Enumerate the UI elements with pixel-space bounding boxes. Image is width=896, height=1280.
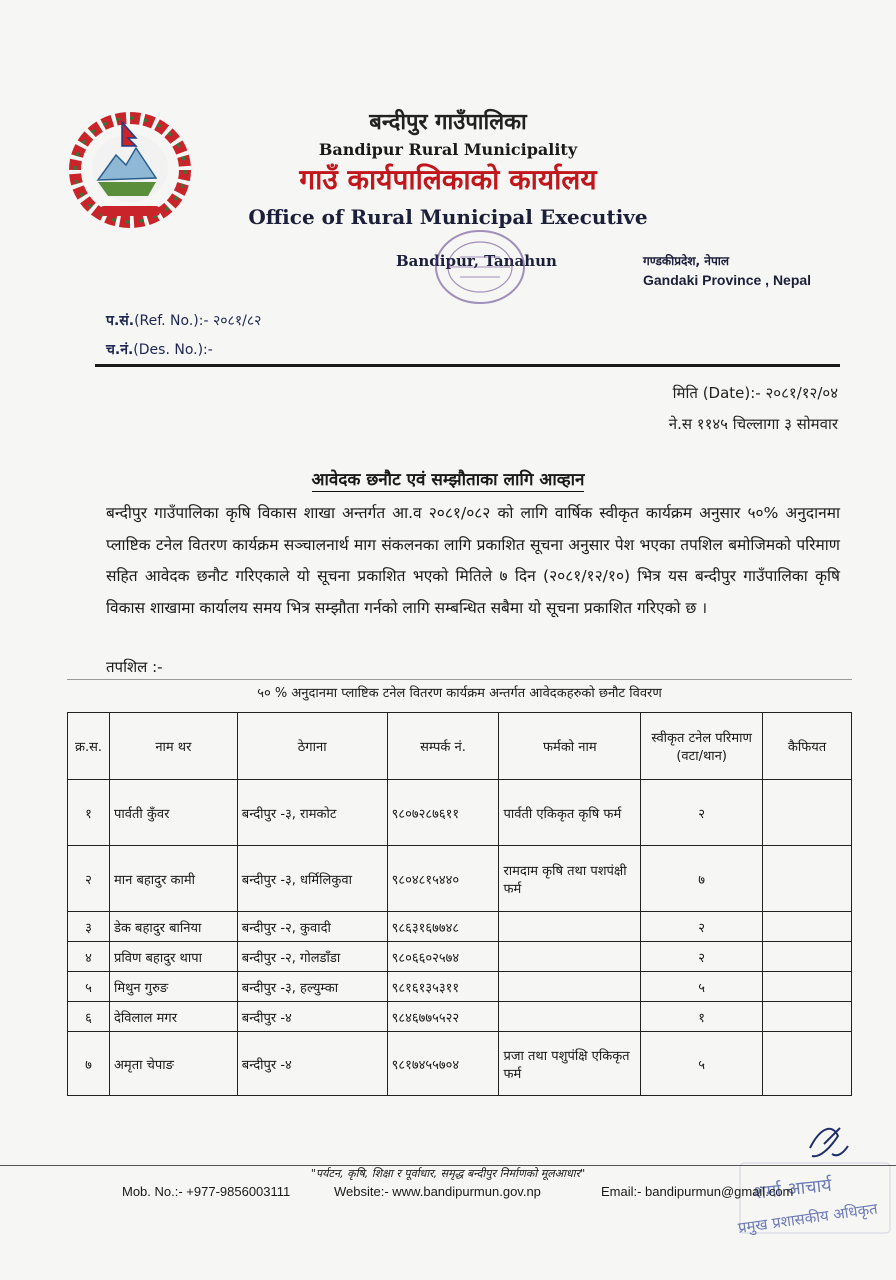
stamp-title: प्रमुख प्रशासकीय अधिकृत (736, 1199, 879, 1237)
cell-sn: ७ (68, 1032, 110, 1096)
table-row (68, 1032, 852, 1096)
ref-label: प.सं. (106, 313, 135, 329)
office-name-np: गाउँ कार्यपालिकाको कार्यालय (299, 163, 597, 196)
cell-quantity: ५ (641, 1032, 763, 1096)
notice-subject-text: आवेदक छनौट एवं सम्झौताका लागि आव्हान (311, 470, 585, 490)
cell-remarks (763, 972, 852, 1002)
cell-farm: रामदाम कृषि तथा पशपंक्षी फर्म (499, 846, 641, 912)
des-label-en: (Des. No.):- (133, 342, 213, 358)
cell-contact: ९८६३१६७७४८ (387, 912, 499, 942)
cell-address: बन्दीपुर -४ (237, 1032, 387, 1096)
province-np: गण्डकीप्रदेश, नेपाल (643, 254, 730, 268)
table-row (68, 846, 852, 912)
cell-address: बन्दीपुर -३, धर्मिलिकुवा (237, 846, 387, 912)
details-label: तपशिल :- (106, 658, 163, 676)
cell-quantity: ५ (641, 972, 763, 1002)
cell-name: मिथुन गुरुङ (109, 972, 237, 1002)
municipality-name-np: बन्दीपुर गाउँपालिका (369, 110, 527, 135)
cell-farm (499, 1002, 641, 1032)
cell-name: देविलाल मगर (109, 1002, 237, 1032)
cell-sn: ३ (68, 912, 110, 942)
cell-remarks (763, 942, 852, 972)
footer-motto: "पर्यटन, कृषि, शिक्षा र पूर्वाधार, समृद्ध बन्दीपुर निर्माणको मूलआधार" (310, 1167, 586, 1180)
header-farm: फर्मको नाम (499, 713, 641, 780)
table-header-row (68, 713, 852, 780)
cell-address: बन्दीपुर -३, रामकोट (237, 780, 387, 846)
cell-remarks (763, 1002, 852, 1032)
footer-mobile: Mob. No.:- +977-9856003111 (122, 1184, 291, 1199)
office-seal-stamp (430, 225, 530, 310)
ref-number (106, 311, 261, 330)
ref-value: २०८१/८२ (212, 313, 262, 329)
signature-stamp (720, 1118, 896, 1248)
cell-contact: ९८०७२८७६११ (387, 780, 499, 846)
table-row (68, 1002, 852, 1032)
cell-address: बन्दीपुर -२, कुवादी (237, 912, 387, 942)
footer-website: Website:- www.bandipurmun.gov.np (334, 1184, 541, 1199)
cell-remarks (763, 912, 852, 942)
cell-sn: ४ (68, 942, 110, 972)
header-name: नाम थर (109, 713, 237, 780)
office-address: Bandipur, Tanahun (396, 252, 557, 270)
cell-name: पार्वती कुँवर (109, 780, 237, 846)
cell-quantity: २ (641, 780, 763, 846)
cell-quantity: १ (641, 1002, 763, 1032)
cell-contact: ९८१७४५५७०४ (387, 1032, 499, 1096)
cell-sn: ५ (68, 972, 110, 1002)
cell-contact: ९८१६१३५३११ (387, 972, 499, 1002)
cell-quantity: ७ (641, 846, 763, 912)
footer-email: Email:- bandipurmun@gmail.com (601, 1184, 794, 1199)
table-caption: ५० % अनुदानमा प्लाष्टिक टनेल वितरण कार्यक्रम अन्तर्गत आवेदकहरुको छनौट विवरण (257, 686, 662, 701)
province-en: Gandaki Province , Nepal (643, 272, 812, 288)
table-row (68, 942, 852, 972)
notice-body: बन्दीपुर गाउँपालिका कृषि विकास शाखा अन्तर्गत आ.व २०८१/०८२ को लागि वार्षिक स्वीकृत कार्यक्रम अनुसार ५०% अनुदानमा प्लाष्टिक टनेल वितरण कार्यक्रम सञ्चालनार्थ माग संकलनका लागि प्रकाशित सूचना अनुसार पेश भएका तपशिल बमोजिमको परिमाण सहित आवेदक छनौट गरिएकाले यो सूचना प्रकाशित भएको मितिले ७ दिन (२०८१/१२/१०) भित्र यस बन्दीपुर गाउँपालिका कृषि विकास शाखामा कार्यालय समय भित्र सम्झौता गर्नको लागि सम्बन्धित सबैमा यो सूचना प्रकाशित गरिएको छ । (106, 504, 840, 617)
cell-farm (499, 912, 641, 942)
nepal-sambat-date: ने.स ११४५ चिल्लागा ३ सोमवार (668, 415, 838, 433)
header-sn: क्र.स. (68, 713, 110, 780)
cell-farm (499, 942, 641, 972)
des-number (106, 340, 213, 359)
cell-remarks (763, 780, 852, 846)
cell-sn: २ (68, 846, 110, 912)
header-divider (95, 364, 840, 367)
cell-farm: पार्वती एकिकृत कृषि फर्म (499, 780, 641, 846)
cell-address: बन्दीपुर -३, हल्युम्का (237, 972, 387, 1002)
header-contact: सम्पर्क नं. (387, 713, 499, 780)
header-remarks: कैफियत (763, 713, 852, 780)
header-quantity: स्वीकृत टनेल परिमाण (वटा/थान) (641, 713, 763, 780)
cell-farm (499, 972, 641, 1002)
cell-address: बन्दीपुर -४ (237, 1002, 387, 1032)
cell-name: डेक बहादुर बानिया (109, 912, 237, 942)
date-line: मिति (Date):- २०८१/१२/०४ (672, 384, 838, 402)
ref-label-en: (Ref. No.):- (134, 313, 209, 329)
header-address: ठेगाना (237, 713, 387, 780)
stamp-name: शर्मा आचार्य (752, 1174, 833, 1204)
cell-contact: ९८०४८१५४४० (387, 846, 499, 912)
cell-sn: ६ (68, 1002, 110, 1032)
cell-remarks (763, 846, 852, 912)
cell-name: प्रविण बहादुर थापा (109, 942, 237, 972)
table-row (68, 780, 852, 846)
municipality-name-en: Bandipur Rural Municipality (318, 140, 578, 159)
cell-quantity: २ (641, 942, 763, 972)
des-label: च.नं. (106, 342, 134, 358)
cell-remarks (763, 1032, 852, 1096)
cell-contact: ९८०६६०२५७४ (387, 942, 499, 972)
table-row (68, 912, 852, 942)
cell-quantity: २ (641, 912, 763, 942)
cell-farm: प्रजा तथा पशुपंक्षि एकिकृत फर्म (499, 1032, 641, 1096)
cell-sn: १ (68, 780, 110, 846)
notice-subject (0, 467, 896, 490)
cell-contact: ९८४६७७५५२२ (387, 1002, 499, 1032)
table-row (68, 972, 852, 1002)
cell-name: अमृता चेपाङ (109, 1032, 237, 1096)
cell-name: मान बहादुर कामी (109, 846, 237, 912)
selected-applicants-table (67, 712, 852, 1096)
cell-address: बन्दीपुर -२, गोलडाँडा (237, 942, 387, 972)
office-name-en: Office of Rural Municipal Executive (248, 205, 648, 229)
